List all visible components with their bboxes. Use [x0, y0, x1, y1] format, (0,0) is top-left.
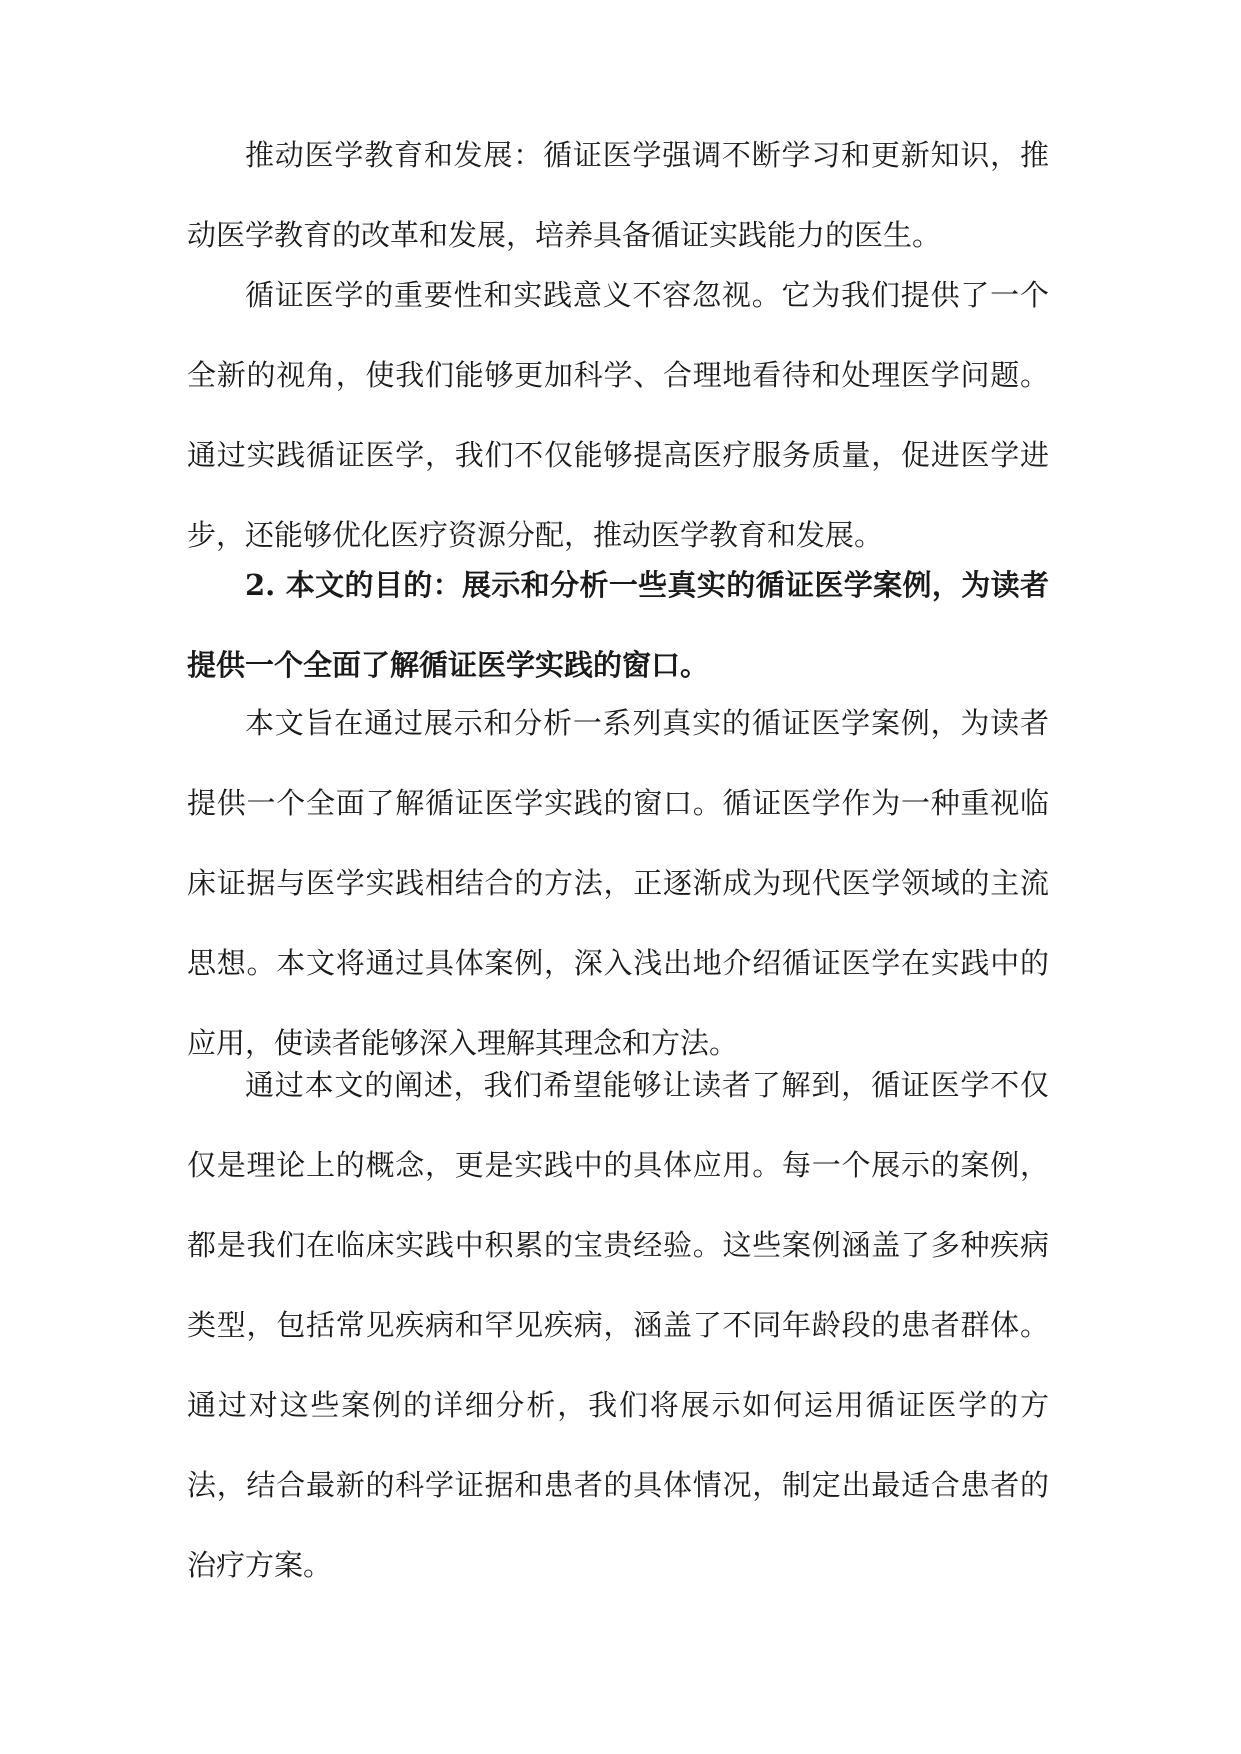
paragraph-expectation: 通过本文的阐述，我们希望能够让读者了解到，循证医学不仅仅是理论上的概念，更是实践中的具体应用。每一个展示的案例，都是我们在临床实践中积累的宝贵经验。这些案例涵盖了多种疾病类型，包括常见疾病和罕见疾病，涵盖了不同年龄段的患者群体。通过对这些案例的详细分析，我们将展示如何运用循证医学的方法，结合最新的科学证据和患者的具体情况，制定出最适合患者的治疗方案。 — [187, 1068, 1049, 1582]
paragraph-importance: 循证医学的重要性和实践意义不容忽视。它为我们提供了一个全新的视角，使我们能够更加科学、合理地看待和处理医学问题。通过实践循证医学，我们不仅能够提高医疗服务质量，促进医学进步，还能够优化医疗资源分配，推动医学教育和发展。 — [187, 278, 1049, 552]
section-heading: 2. 本文的目的：展示和分析一些真实的循证医学案例，为读者提供一个全面了解循证医学实践的窗口。 — [187, 568, 1049, 682]
paragraph-medical-education: 推动医学教育和发展：循证医学强调不断学习和更新知识，推动医学教育的改革和发展，培养具备循证实践能力的医生。 — [187, 138, 1049, 252]
paragraph-purpose: 本文旨在通过展示和分析一系列真实的循证医学案例，为读者提供一个全面了解循证医学实践的窗口。循证医学作为一种重视临床证据与医学实践相结合的方法，正逐渐成为现代医学领域的主流思想。本文将通过具体案例，深入浅出地介绍循证医学在实践中的应用，使读者能够深入理解其理念和方法。 — [187, 706, 1049, 1060]
